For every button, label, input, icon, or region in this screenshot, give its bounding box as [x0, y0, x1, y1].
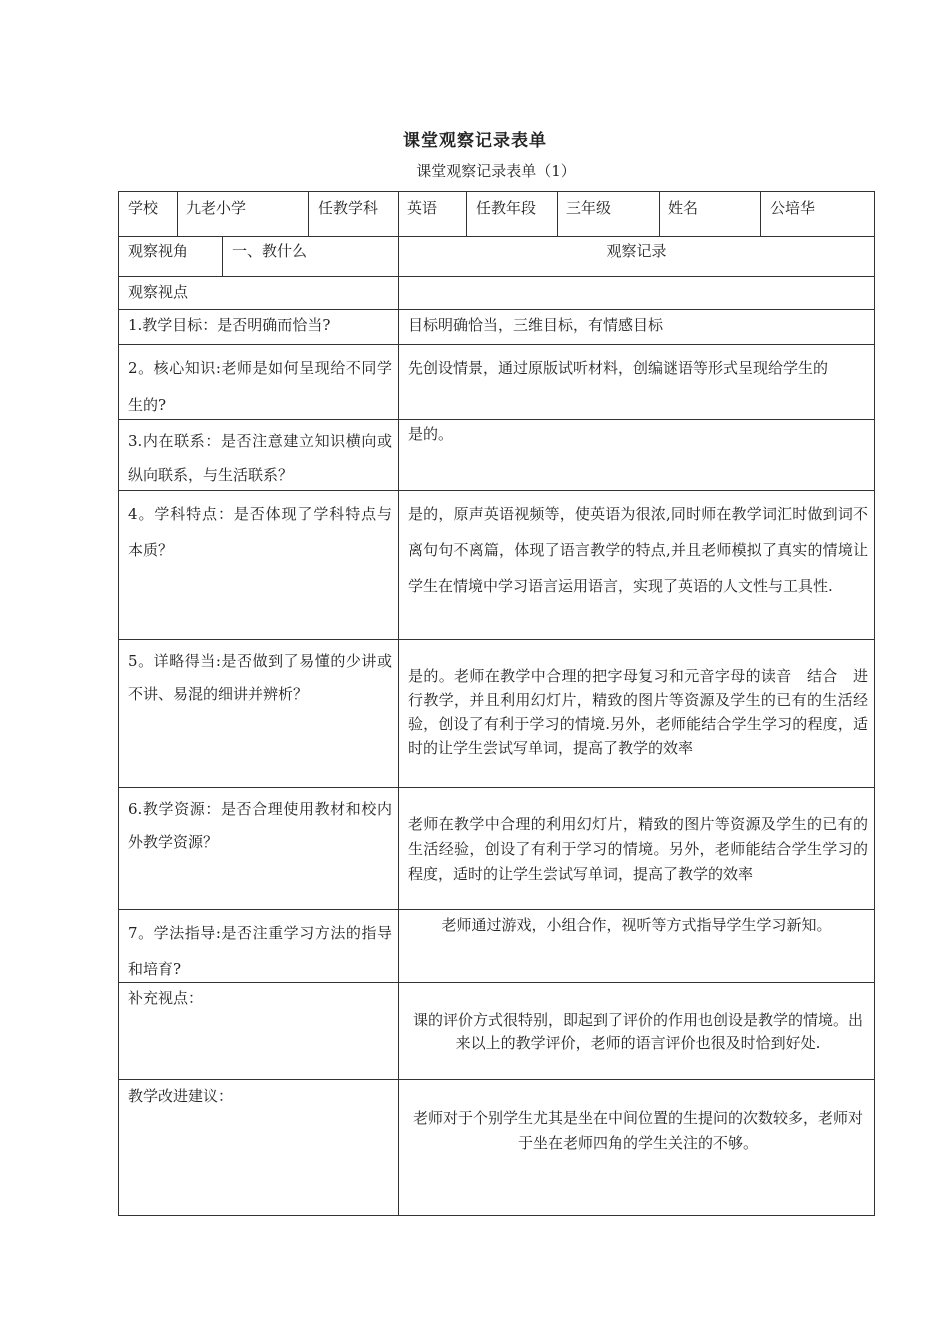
table-divider	[177, 191, 178, 236]
name-value: 公培华	[770, 199, 816, 217]
question-2: 2。核心知识:老师是如何呈现给不同学生的?	[128, 359, 392, 414]
question-3: 3.内在联系：是否注意建立知识横向或纵向联系，与生活联系？	[128, 432, 392, 484]
improvement-label: 教学改进建议：	[128, 1087, 234, 1105]
question-5: 5。详略得当:是否做到了易懂的少讲或不讲、易混的细讲并辨析？	[128, 652, 392, 703]
angle-value: 一、教什么	[232, 242, 308, 260]
question-7: 7。学法指导:是否注重学习方法的指导和培育?	[128, 924, 392, 978]
document-title: 课堂观察记录表单	[403, 131, 547, 151]
table-divider	[118, 1079, 875, 1080]
document-subtitle: 课堂观察记录表单（1）	[416, 162, 576, 180]
table-divider	[222, 236, 223, 276]
viewpoint-label: 观察视点	[128, 283, 189, 301]
table-divider	[118, 276, 875, 277]
record-4: 是的，原声英语视频等，使英语为很浓,同时师在教学词汇时做到词不离句句不离篇，体现了语言教学的特点,并且老师模拟了真实的情境让学生在情境中学习语言运用语言，实现了英语的人文性与工具性.	[408, 505, 868, 595]
name-label: 姓名	[668, 199, 699, 217]
table-divider	[557, 191, 558, 236]
grade-label: 任教年段	[476, 199, 537, 217]
table-divider	[118, 236, 875, 237]
table-divider	[118, 309, 875, 310]
improvement-record: 老师对于个别学生尤其是坐在中间位置的生提问的次数较多，老师对于坐在老师四角的学生关注的不够。	[412, 1109, 863, 1152]
record-1: 目标明确恰当，三维目标，有情感目标	[408, 316, 664, 334]
grade-value: 三年级	[566, 199, 612, 217]
record-6: 老师在教学中合理的利用幻灯片，精致的图片等资源及学生的已有的生活经验，创设了有利于学习的情境。另外，老师能结合学生学习的程度，适时的让学生尝试写单词，提高了教学的效率	[408, 815, 868, 883]
table-divider	[659, 191, 660, 236]
record-2: 先创设情景，通过原版试听材料，创编谜语等形式呈现给学生的	[408, 359, 829, 377]
table-divider	[466, 191, 467, 236]
record-header: 观察记录	[606, 242, 667, 260]
subject-value: 英语	[407, 199, 438, 217]
table-divider	[118, 909, 875, 910]
school-value: 九老小学	[186, 199, 247, 217]
table-divider	[118, 639, 875, 640]
question-6: 6.教学资源：是否合理使用教材和校内外教学资源？	[128, 800, 392, 851]
table-divider	[398, 236, 399, 1216]
record-3: 是的。	[408, 425, 454, 443]
school-label: 学校	[128, 199, 159, 217]
table-divider	[118, 787, 875, 788]
angle-label: 观察视角	[128, 242, 189, 260]
table-divider	[308, 191, 309, 236]
record-7: 老师通过游戏，小组合作，视听等方式指导学生学习新知。	[441, 916, 832, 934]
supplement-record: 课的评价方式很特别，即起到了评价的作用也创设是教学的情境。出来以上的教学评价，老师的语言评价也很及时恰到好处.	[412, 1011, 863, 1052]
table-divider	[118, 344, 875, 345]
supplement-label: 补充视点：	[128, 989, 204, 1007]
question-4: 4。学科特点：是否体现了学科特点与本质？	[128, 505, 392, 559]
table-divider	[760, 191, 761, 236]
table-divider	[398, 191, 399, 236]
question-1: 1.教学目标：是否明确而恰当?	[128, 316, 331, 334]
subject-label: 任教学科	[318, 199, 379, 217]
record-5: 是的。老师在教学中合理的把字母复习和元音字母的读音 结合 进行教学，并且利用幻灯片，精致的图片等资源及学生的已有的生活经验，创设了有利于学习的情境.另外，老师能结合学生学习的程度，适时的让学生尝试写单词，提高了教学的效率	[408, 667, 868, 757]
